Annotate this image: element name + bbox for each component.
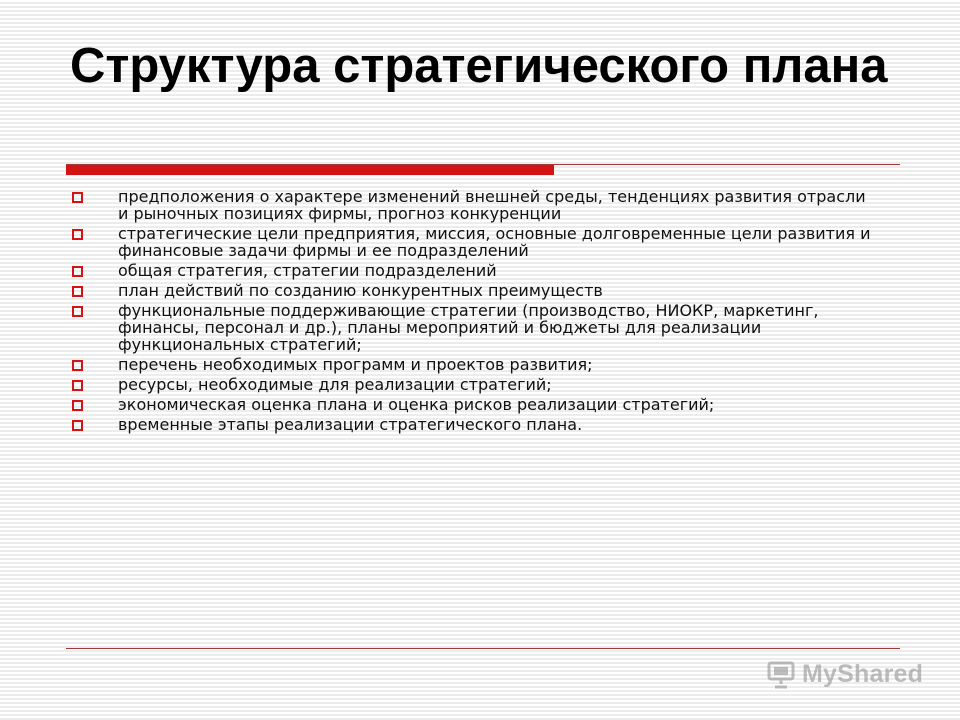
bullet-item — [72, 225, 872, 259]
slide-title: Структура стратегического плана — [70, 39, 888, 93]
watermark-text: MyShared — [802, 659, 924, 688]
bullet-text: ресурсы, необходимые для реализации стратегий; — [118, 375, 552, 394]
bullet-item — [72, 356, 872, 373]
bullet-text: функциональные поддерживающие стратегии (производство, НИОКР, маркетинг, финансы, персонал и др.), планы мероприятий и бюджеты для реализации функциональных стратегий; — [118, 301, 819, 354]
bullet-item — [72, 188, 872, 222]
square-bullet-icon — [72, 306, 83, 317]
bullet-text: временные этапы реализации стратегического плана. — [118, 415, 583, 434]
bullet-item — [72, 262, 872, 279]
square-bullet-icon — [72, 380, 83, 391]
square-bullet-icon — [72, 400, 83, 411]
watermark — [766, 656, 923, 692]
bullet-item — [72, 396, 872, 413]
square-bullet-icon — [72, 192, 83, 203]
square-bullet-icon — [72, 286, 83, 297]
title-underline-accent — [66, 165, 554, 175]
bullet-item — [72, 416, 872, 433]
square-bullet-icon — [72, 360, 83, 371]
presentation-board-icon — [766, 659, 796, 689]
bullet-text: предположения о характере изменений внешней среды, тенденциях развития отрасли и рыночных позициях фирмы, прогноз конкуренции — [118, 187, 866, 223]
footer-divider — [66, 648, 900, 649]
bullet-text: экономическая оценка плана и оценка рисков реализации стратегий; — [118, 395, 715, 414]
bullet-list — [72, 188, 872, 436]
bullet-text: стратегические цели предприятия, миссия, основные долговременные цели развития и финансовые задачи фирмы и ее подразделений — [118, 224, 871, 260]
bullet-item — [72, 302, 872, 353]
bullet-text: перечень необходимых программ и проектов развития; — [118, 355, 593, 374]
bullet-text: общая стратегия, стратегии подразделений — [118, 261, 497, 280]
bullet-text: план действий по созданию конкурентных преимуществ — [118, 281, 603, 300]
square-bullet-icon — [72, 266, 83, 277]
bullet-item — [72, 376, 872, 393]
square-bullet-icon — [72, 229, 83, 240]
square-bullet-icon — [72, 420, 83, 431]
bullet-item — [72, 282, 872, 299]
